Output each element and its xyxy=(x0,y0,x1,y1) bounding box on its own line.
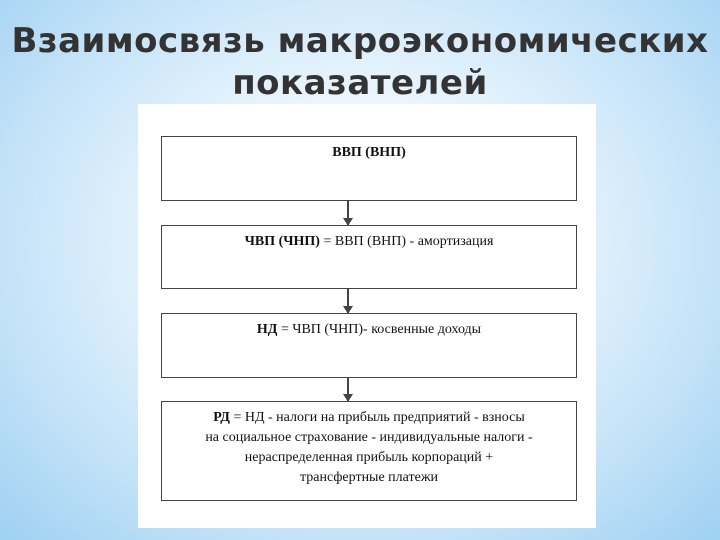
ndp-formula: = ВВП (ВНП) - амортизация xyxy=(319,234,494,249)
personal-income-term: РД xyxy=(213,410,230,425)
national-income-term: НД xyxy=(256,322,278,337)
gdp-term: ВВП (ВНП) xyxy=(332,145,406,160)
personal-income-line-1 xyxy=(162,408,576,428)
personal-income-line-4: трансфертные платежи xyxy=(299,470,439,485)
arrow-ni-to-pi xyxy=(347,378,349,401)
slide-title-line-2: показателей xyxy=(232,63,488,103)
ndp-box xyxy=(161,225,577,289)
personal-income-line-3: нераспределенная прибыль корпораций + xyxy=(244,450,494,465)
arrow-ndp-to-ni xyxy=(347,289,349,313)
ndp-term: ЧВП (ЧНП) xyxy=(244,234,320,249)
personal-income-line-2: на социальное страхование - индивидуальные налоги - xyxy=(205,430,533,445)
slide-title xyxy=(0,20,720,104)
personal-income-box xyxy=(161,401,577,501)
gdp-box xyxy=(161,136,577,201)
national-income-formula: = ЧВП (ЧНП)- косвенные доходы xyxy=(277,322,482,337)
personal-income-formula-1: = НД - налоги на прибыль предприятий - взносы xyxy=(229,410,525,425)
national-income-box-text xyxy=(162,322,576,338)
gdp-box-text xyxy=(162,145,576,161)
national-income-box xyxy=(161,313,577,378)
slide-title-line-1: Взаимосвязь макроэкономических xyxy=(11,21,709,61)
ndp-box-text xyxy=(162,234,576,250)
arrow-gdp-to-ndp xyxy=(347,201,349,225)
